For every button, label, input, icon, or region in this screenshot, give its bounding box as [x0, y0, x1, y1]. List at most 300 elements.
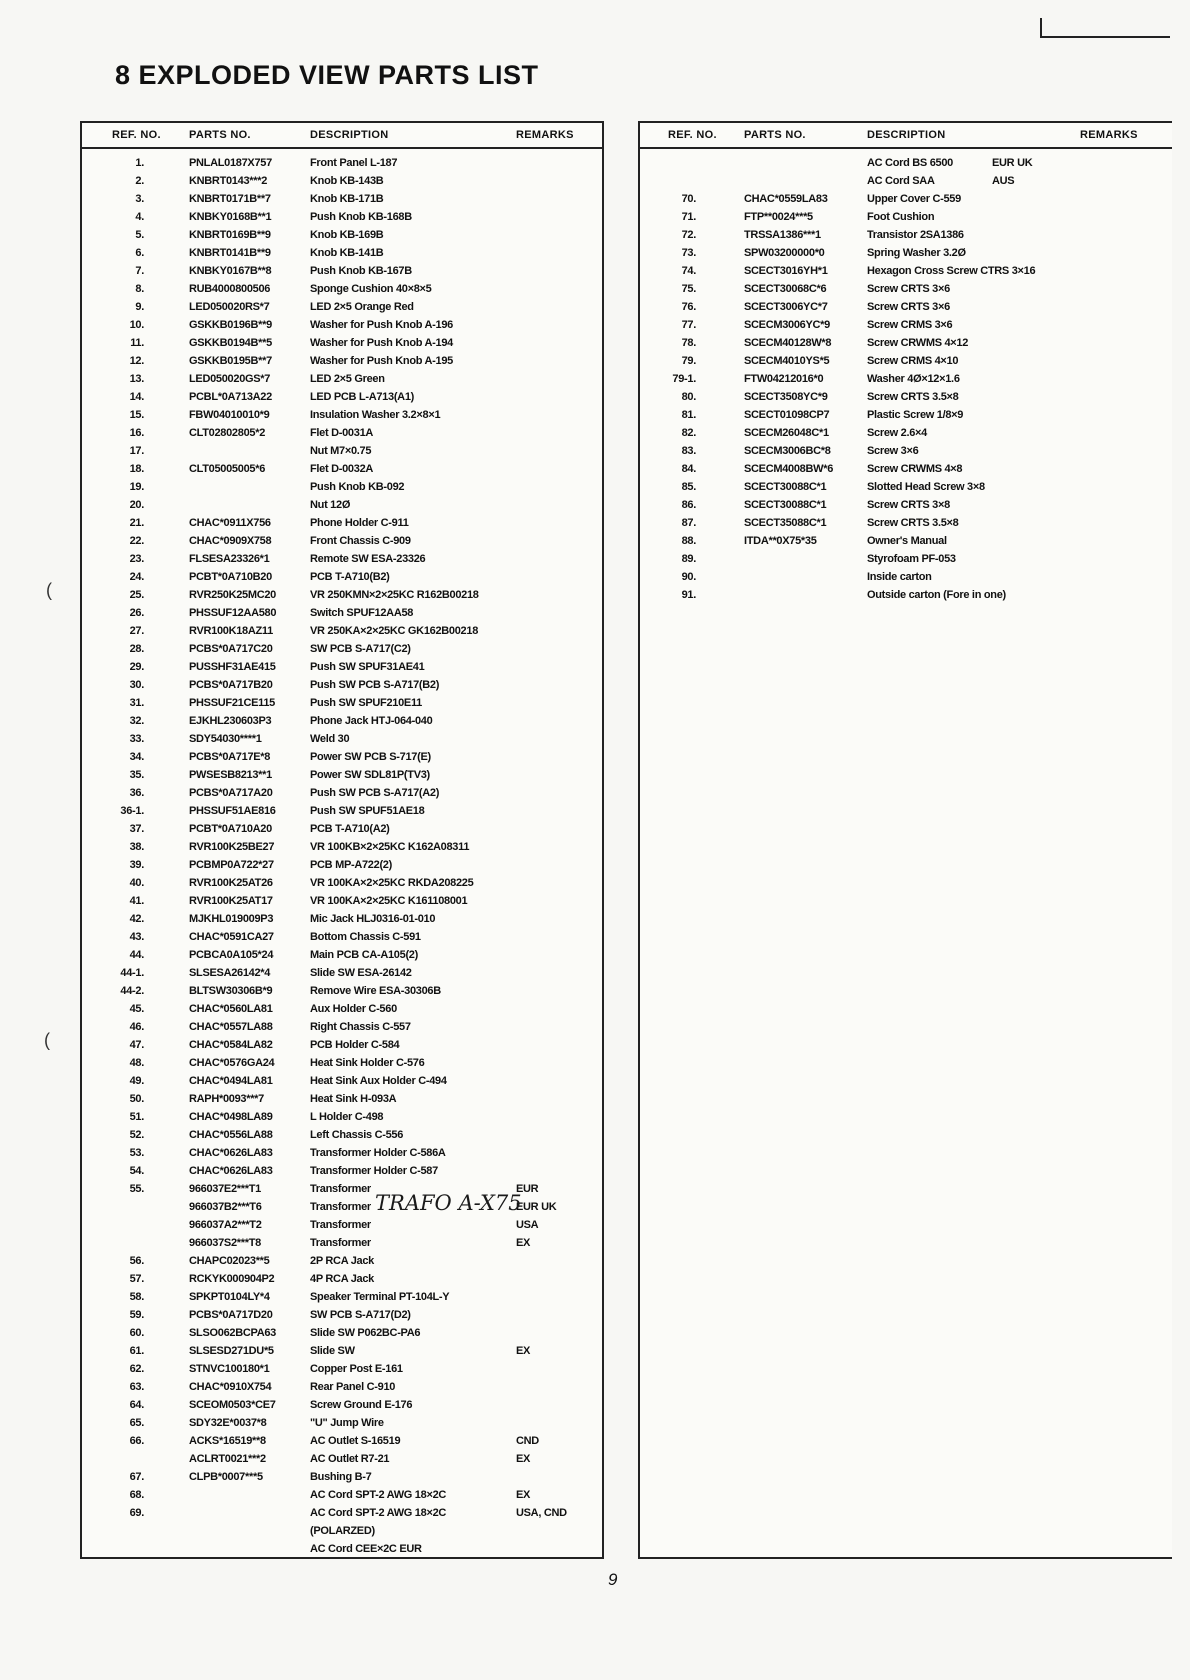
ref-no: 53. — [129, 1147, 144, 1159]
binding-mark: ( — [46, 580, 52, 600]
header-ref: REF. NO. — [112, 129, 161, 141]
remarks: EUR UK — [992, 157, 1033, 169]
description: VR 100KA×2×25KC RKDA208225 — [310, 877, 474, 889]
description: PCB MP-A722(2) — [310, 859, 392, 871]
description: AC Cord SPT-2 AWG 18×2C — [310, 1507, 447, 1519]
description: AC Cord BS 6500 — [867, 157, 953, 169]
parts-no: EJKHL230603P3 — [189, 715, 272, 727]
description: Transformer Holder C-586A — [310, 1147, 446, 1159]
table-header — [640, 123, 1172, 149]
description: PCB Holder C-584 — [310, 1039, 400, 1051]
description: Push Knob KB-167B — [310, 265, 412, 277]
header-parts: PARTS NO. — [189, 129, 251, 141]
description: Screw CRTS 3×8 — [867, 499, 950, 511]
ref-no: 65. — [129, 1417, 144, 1429]
parts-no: FBW04010010*9 — [189, 409, 270, 421]
parts-table-left — [80, 121, 604, 1559]
description: Knob KB-169B — [310, 229, 384, 241]
table-row — [640, 299, 1172, 317]
header-remarks: REMARKS — [516, 129, 574, 141]
parts-no: CHAC*0591CA27 — [189, 931, 274, 943]
description: Slide SW P062BC-PA6 — [310, 1327, 421, 1339]
description: Push SW SPUF51AE18 — [310, 805, 425, 817]
table-row — [640, 155, 1172, 173]
parts-no: CHAC*0557LA88 — [189, 1021, 273, 1033]
parts-no: SLSO062BCPA63 — [189, 1327, 276, 1339]
ref-no: 17. — [129, 445, 144, 457]
ref-no: 83. — [681, 445, 696, 457]
ref-no: 39. — [129, 859, 144, 871]
description: VR 250KA×2×25KC GK162B00218 — [310, 625, 479, 637]
parts-no: PCBS*0A717E*8 — [189, 751, 271, 763]
table-row — [640, 191, 1172, 209]
description: Washer 4Ø×12×1.6 — [867, 373, 960, 385]
description: Screw CRTS 3×6 — [867, 301, 950, 313]
remarks: EX — [516, 1237, 531, 1249]
header-description: DESCRIPTION — [867, 129, 946, 141]
ref-no: 5. — [135, 229, 144, 241]
ref-no: 89. — [681, 553, 696, 565]
ref-no: 20. — [129, 499, 144, 511]
remarks: EX — [516, 1345, 531, 1357]
ref-no: 70. — [681, 193, 696, 205]
parts-no: SPKPT0104LY*4 — [189, 1291, 270, 1303]
table-row — [82, 767, 602, 785]
table-row — [82, 227, 602, 245]
description: Screw CRWMS 4×12 — [867, 337, 969, 349]
parts-no: FTW04212016*0 — [744, 373, 824, 385]
parts-no: STNVC100180*1 — [189, 1363, 270, 1375]
ref-no: 43. — [129, 931, 144, 943]
table-row — [82, 1163, 602, 1181]
description: VR 100KB×2×25KC K162A08311 — [310, 841, 470, 853]
ref-no: 22. — [129, 535, 144, 547]
description: PCB T-A710(B2) — [310, 571, 390, 583]
remarks: USA, CND — [516, 1507, 567, 1519]
description: AC Outlet S-16519 — [310, 1435, 401, 1447]
parts-no: MJKHL019009P3 — [189, 913, 274, 925]
table-row — [82, 1487, 602, 1505]
ref-no: 60. — [129, 1327, 144, 1339]
table-row — [640, 551, 1172, 569]
description: Screw CRMS 4×10 — [867, 355, 959, 367]
description: Transformer — [310, 1219, 371, 1231]
page-number: 9 — [608, 1570, 618, 1589]
table-row — [82, 1181, 602, 1199]
description: Slide SW ESA-26142 — [310, 967, 412, 979]
description: Foot Cushion — [867, 211, 935, 223]
table-row — [82, 1109, 602, 1127]
ref-no: 27. — [129, 625, 144, 637]
ref-no: 3. — [135, 193, 144, 205]
table-row — [82, 371, 602, 389]
parts-no: CHAC*0576GA24 — [189, 1057, 275, 1069]
ref-no: 2. — [135, 175, 144, 187]
table-row — [82, 245, 602, 263]
parts-no: KNBRT0171B**7 — [189, 193, 271, 205]
ref-no: 71. — [681, 211, 696, 223]
parts-no: RUB4000800506 — [189, 283, 271, 295]
description: Rear Panel C-910 — [310, 1381, 396, 1393]
description: Washer for Push Knob A-195 — [310, 355, 453, 367]
parts-no: SLSESA26142*4 — [189, 967, 271, 979]
table-row — [82, 461, 602, 479]
parts-no: SCECT30068C*6 — [744, 283, 827, 295]
description: Phone Jack HTJ-064-040 — [310, 715, 433, 727]
ref-no: 1. — [135, 157, 144, 169]
parts-no: RAPH*0093***7 — [189, 1093, 264, 1105]
description: Transistor 2SA1386 — [867, 229, 964, 241]
parts-no: CHAC*0909X758 — [189, 535, 272, 547]
parts-no: PUSSHF31AE415 — [189, 661, 276, 673]
table-row — [640, 263, 1172, 281]
parts-no: 966037B2***T6 — [189, 1201, 262, 1213]
parts-no: RVR100K18AZ11 — [189, 625, 273, 637]
table-row — [82, 1541, 602, 1559]
description: Knob KB-171B — [310, 193, 384, 205]
ref-no: 87. — [681, 517, 696, 529]
description: Slotted Head Screw 3×8 — [867, 481, 985, 493]
parts-no: PHSSUF21CE115 — [189, 697, 275, 709]
parts-no: RVR100K25AT26 — [189, 877, 273, 889]
table-row — [82, 1433, 602, 1451]
parts-no: PCBS*0A717D20 — [189, 1309, 273, 1321]
table-row — [82, 533, 602, 551]
ref-no: 23. — [129, 553, 144, 565]
table-row — [640, 335, 1172, 353]
ref-no: 72. — [681, 229, 696, 241]
ref-no: 4. — [135, 211, 144, 223]
description: Knob KB-141B — [310, 247, 384, 259]
table-row — [82, 1469, 602, 1487]
description: Transformer Holder C-587 — [310, 1165, 438, 1177]
parts-no: SCECM40128W*8 — [744, 337, 832, 349]
parts-no: PCBT*0A710A20 — [189, 823, 272, 835]
ref-no: 85. — [681, 481, 696, 493]
table-row — [82, 209, 602, 227]
binding-mark: ( — [44, 1030, 50, 1050]
table-row — [640, 281, 1172, 299]
description: Screw 2.6×4 — [867, 427, 927, 439]
ref-no: 55. — [129, 1183, 144, 1195]
ref-no: 38. — [129, 841, 144, 853]
parts-no: SCECT01098CP7 — [744, 409, 830, 421]
description: Push SW PCB S-A717(A2) — [310, 787, 440, 799]
ref-no: 61. — [129, 1345, 144, 1357]
table-row — [82, 1037, 602, 1055]
description: Transformer — [310, 1237, 371, 1249]
parts-no: SCECT3508YC*9 — [744, 391, 828, 403]
description: Remote SW ESA-23326 — [310, 553, 426, 565]
ref-no: 75. — [681, 283, 696, 295]
ref-no: 31. — [129, 697, 144, 709]
parts-no: CHAC*0584LA82 — [189, 1039, 273, 1051]
description: Front Panel L-187 — [310, 157, 398, 169]
table-row — [640, 317, 1172, 335]
table-row — [82, 1235, 602, 1253]
ref-no: 56. — [129, 1255, 144, 1267]
corner-mark — [1040, 18, 1170, 38]
parts-no: PCBL*0A713A22 — [189, 391, 272, 403]
description: Weld 30 — [310, 733, 350, 745]
parts-table-right — [638, 121, 1172, 1559]
parts-no: RVR250K25MC20 — [189, 589, 277, 601]
parts-no: GSKKB0194B**5 — [189, 337, 272, 349]
description: Transformer — [310, 1183, 371, 1195]
description: Flet D-0032A — [310, 463, 374, 475]
table-row — [640, 515, 1172, 533]
ref-no: 11. — [130, 337, 144, 349]
ref-no: 66. — [129, 1435, 144, 1447]
table-row — [82, 875, 602, 893]
parts-no: KNBRT0169B**9 — [189, 229, 271, 241]
parts-no: CLPB*0007***5 — [189, 1471, 263, 1483]
ref-no: 67. — [129, 1471, 144, 1483]
parts-no: CHAC*0911X756 — [189, 517, 271, 529]
ref-no: 49. — [129, 1075, 144, 1087]
description: LED 2×5 Orange Red — [310, 301, 414, 313]
table-row — [82, 821, 602, 839]
description: LED PCB L-A713(A1) — [310, 391, 415, 403]
ref-no: 10. — [129, 319, 144, 331]
parts-no: CHAC*0494LA81 — [189, 1075, 273, 1087]
parts-no: CHAC*0556LA88 — [189, 1129, 273, 1141]
table-row — [82, 1289, 602, 1307]
table-body — [82, 155, 602, 1559]
remarks: EUR UK — [516, 1201, 557, 1213]
table-row — [640, 371, 1172, 389]
parts-no: LED050020RS*7 — [189, 301, 270, 313]
ref-no: 73. — [681, 247, 696, 259]
description: SW PCB S-A717(D2) — [310, 1309, 411, 1321]
table-row — [640, 245, 1172, 263]
parts-no: SCECM3006BC*8 — [744, 445, 831, 457]
ref-no: 44. — [129, 949, 144, 961]
parts-no: CHAC*0626LA83 — [189, 1165, 273, 1177]
table-row — [82, 695, 602, 713]
ref-no: 82. — [681, 427, 696, 439]
table-row — [82, 1415, 602, 1433]
description: Screw CRTS 3.5×8 — [867, 391, 959, 403]
description: Right Chassis C-557 — [310, 1021, 411, 1033]
description: Screw CRTS 3×6 — [867, 283, 950, 295]
table-row — [82, 389, 602, 407]
ref-no: 18. — [129, 463, 144, 475]
description: 2P RCA Jack — [310, 1255, 374, 1267]
table-row — [82, 1091, 602, 1109]
ref-no: 30. — [129, 679, 144, 691]
parts-no: FLSESA23326*1 — [189, 553, 270, 565]
parts-no: SLSESD271DU*5 — [189, 1345, 274, 1357]
table-row — [82, 569, 602, 587]
ref-no: 21. — [129, 517, 144, 529]
parts-no: PNLAL0187X757 — [189, 157, 272, 169]
table-row — [82, 263, 602, 281]
ref-no: 34. — [129, 751, 144, 763]
ref-no: 81. — [681, 409, 696, 421]
table-row — [82, 1019, 602, 1037]
parts-no: RCKYK000904P2 — [189, 1273, 275, 1285]
ref-no: 6. — [135, 247, 144, 259]
table-row — [82, 299, 602, 317]
ref-no: 79. — [681, 355, 696, 367]
parts-no: SCECT3006YC*7 — [744, 301, 828, 313]
ref-no: 16. — [129, 427, 144, 439]
remarks: EX — [516, 1453, 531, 1465]
ref-no: 91. — [681, 589, 696, 601]
table-row — [82, 281, 602, 299]
description: Heat Sink Holder C-576 — [310, 1057, 425, 1069]
description: AC Outlet R7-21 — [310, 1453, 390, 1465]
parts-no: SCECT30088C*1 — [744, 481, 827, 493]
description: Nut 12Ø — [310, 499, 351, 511]
ref-no: 78. — [681, 337, 696, 349]
table-row — [82, 911, 602, 929]
description: AC Cord CEE×2C EUR — [310, 1543, 422, 1555]
header-parts: PARTS NO. — [744, 129, 806, 141]
table-row — [640, 461, 1172, 479]
table-row — [82, 659, 602, 677]
description: Front Chassis C-909 — [310, 535, 411, 547]
ref-no: 48. — [129, 1057, 144, 1069]
ref-no: 84. — [681, 463, 696, 475]
ref-no: 40. — [129, 877, 144, 889]
table-row — [82, 1055, 602, 1073]
description: Spring Washer 3.2Ø — [867, 247, 966, 259]
description: Flet D-0031A — [310, 427, 374, 439]
description: AC Cord SAA — [867, 175, 935, 187]
description: Heat Sink Aux Holder C-494 — [310, 1075, 447, 1087]
description: VR 100KA×2×25KC K161108001 — [310, 895, 468, 907]
ref-no: 33. — [129, 733, 144, 745]
table-row — [82, 497, 602, 515]
table-row — [82, 353, 602, 371]
ref-no: 63. — [129, 1381, 144, 1393]
ref-no: 36-1. — [120, 805, 144, 817]
table-row — [640, 389, 1172, 407]
description: Nut M7×0.75 — [310, 445, 372, 457]
parts-no: CLT05005005*6 — [189, 463, 266, 475]
parts-no: ITDA**0X75*35 — [744, 535, 817, 547]
table-row — [82, 407, 602, 425]
ref-no: 19. — [129, 481, 144, 493]
table-row — [82, 1217, 602, 1235]
description: Left Chassis C-556 — [310, 1129, 404, 1141]
ref-no: 25. — [129, 589, 144, 601]
description: Push SW PCB S-A717(B2) — [310, 679, 440, 691]
parts-no: SPW03200000*0 — [744, 247, 825, 259]
ref-no: 88. — [681, 535, 696, 547]
table-row — [640, 209, 1172, 227]
description: Bottom Chassis C-591 — [310, 931, 421, 943]
parts-no: KNBKY0167B**8 — [189, 265, 272, 277]
ref-no: 54. — [129, 1165, 144, 1177]
ref-no: 36. — [129, 787, 144, 799]
parts-no: ACLRT0021***2 — [189, 1453, 266, 1465]
table-row — [82, 965, 602, 983]
table-row — [640, 407, 1172, 425]
ref-no: 7. — [135, 265, 144, 277]
table-row — [640, 227, 1172, 245]
parts-no: SCECT30088C*1 — [744, 499, 827, 511]
table-row — [640, 587, 1172, 605]
description: Copper Post E-161 — [310, 1363, 403, 1375]
ref-no: 79-1. — [672, 373, 696, 385]
table-row — [82, 1271, 602, 1289]
parts-no: CHAC*0560LA81 — [189, 1003, 273, 1015]
parts-no: 966037E2***T1 — [189, 1183, 261, 1195]
ref-no: 86. — [681, 499, 696, 511]
description: Hexagon Cross Screw CTRS 3×16 — [867, 265, 1036, 277]
table-row — [82, 587, 602, 605]
ref-no: 9. — [135, 301, 144, 313]
table-row — [640, 353, 1172, 371]
parts-no: SCECT3016YH*1 — [744, 265, 828, 277]
parts-no: SCECM4008BW*6 — [744, 463, 834, 475]
table-row — [82, 929, 602, 947]
table-row — [82, 1343, 602, 1361]
table-row — [82, 173, 602, 191]
parts-no: GSKKB0196B**9 — [189, 319, 272, 331]
description: (POLARZED) — [310, 1525, 375, 1537]
description: Push Knob KB-092 — [310, 481, 405, 493]
description: PCB T-A710(A2) — [310, 823, 390, 835]
parts-no: RVR100K25BE27 — [189, 841, 275, 853]
description: Remove Wire ESA-30306B — [310, 985, 441, 997]
ref-no: 42. — [129, 913, 144, 925]
description: Washer for Push Knob A-196 — [310, 319, 453, 331]
table-row — [640, 497, 1172, 515]
description: SW PCB S-A717(C2) — [310, 643, 411, 655]
description: Mic Jack HLJ0316-01-010 — [310, 913, 436, 925]
table-row — [82, 1451, 602, 1469]
ref-no: 57. — [129, 1273, 144, 1285]
ref-no: 14. — [129, 391, 144, 403]
table-row — [82, 1073, 602, 1091]
parts-no: CHAC*0559LA83 — [744, 193, 828, 205]
parts-no: PCBT*0A710B20 — [189, 571, 272, 583]
table-row — [82, 803, 602, 821]
description: Owner's Manual — [867, 535, 947, 547]
description: Outside carton (Fore in one) — [867, 589, 1006, 601]
parts-no: CHAC*0626LA83 — [189, 1147, 273, 1159]
ref-no: 45. — [129, 1003, 144, 1015]
description: Power SW SDL81P(TV3) — [310, 769, 430, 781]
parts-no: SCECT35088C*1 — [744, 517, 827, 529]
description: Heat Sink H-093A — [310, 1093, 397, 1105]
table-row — [82, 839, 602, 857]
description: "U" Jump Wire — [310, 1417, 384, 1429]
description: Switch SPUF12AA58 — [310, 607, 414, 619]
parts-no: PCBS*0A717B20 — [189, 679, 273, 691]
table-row — [82, 641, 602, 659]
description: Plastic Screw 1/8×9 — [867, 409, 964, 421]
parts-no: SCECM3006YC*9 — [744, 319, 830, 331]
parts-no: PWSESB8213**1 — [189, 769, 272, 781]
description: Insulation Washer 3.2×8×1 — [310, 409, 441, 421]
table-row — [82, 947, 602, 965]
parts-no: SCECM4010YS*5 — [744, 355, 830, 367]
table-row — [82, 1523, 602, 1541]
table-row — [82, 443, 602, 461]
table-row — [82, 1325, 602, 1343]
description: Main PCB CA-A105(2) — [310, 949, 418, 961]
table-row — [640, 533, 1172, 551]
remarks: AUS — [992, 175, 1015, 187]
header-description: DESCRIPTION — [310, 129, 389, 141]
table-row — [82, 713, 602, 731]
table-header — [82, 123, 602, 149]
